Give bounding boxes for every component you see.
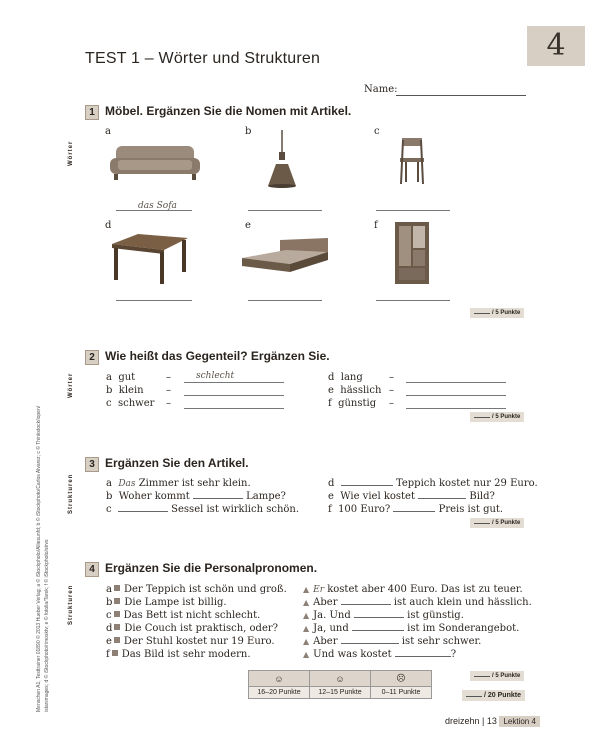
dash: – — [166, 385, 171, 396]
points-box-3: / 5 Punkte — [470, 518, 524, 528]
section1-heading: 1 Möbel. Ergänzen Sie die Nomen mit Artikel. — [85, 104, 351, 120]
item-letter: e — [245, 220, 251, 231]
section2-number: 2 — [85, 350, 99, 365]
neutral-icon: ☺ — [310, 671, 371, 687]
item-letter: d — [105, 220, 112, 231]
answer-line-2d[interactable] — [406, 382, 506, 383]
side-label-woerter: Wörter — [68, 140, 74, 166]
list-item: a Der Teppich ist schön und groß. — [106, 584, 287, 595]
list-item: f 100 Euro? Preis ist gut. — [328, 504, 504, 515]
smile-icon: ☺ — [249, 671, 310, 687]
total-points: / 20 Punkte — [462, 690, 525, 701]
list-item: ▲ Und was kostet ? — [303, 649, 457, 660]
list-item: ▲ Aber ist auch klein und hässlich. — [303, 597, 532, 608]
lektion-label: Lektion 4 — [499, 716, 539, 727]
page-footer: dreizehn | 13 Lektion 4 — [445, 716, 540, 726]
list-item: c schwer — [106, 398, 155, 409]
dash: – — [389, 372, 394, 383]
answer-line-f[interactable] — [376, 300, 450, 301]
item-letter: c — [374, 126, 380, 137]
answer-line-b[interactable] — [248, 210, 322, 211]
bed-icon — [240, 232, 330, 280]
list-item: c Das Bett ist nicht schlecht. — [106, 610, 261, 621]
section3-number: 3 — [85, 457, 99, 472]
list-item: ▲ Ja, und ist im Sonderangebot. — [303, 623, 520, 634]
name-label: Name: — [364, 84, 398, 95]
list-item: b Woher kommt Lampe? — [106, 491, 286, 502]
answer-line-2b[interactable] — [184, 395, 284, 396]
answer-line-a[interactable] — [116, 210, 192, 211]
list-item: e Der Stuhl kostet nur 19 Euro. — [106, 636, 275, 647]
score-table — [248, 670, 432, 699]
list-item: f Das Bild ist sehr modern. — [106, 649, 251, 660]
photo-credits-2: istanimages; d © iStockphoto/rimosktv; e © fotolia/Tarek; f © iStockphoto/strvs — [44, 539, 50, 712]
list-item: ▲ Er kostet aber 400 Euro. Das ist zu teuer. — [303, 584, 523, 595]
page-title: TEST 1 – Wörter und Strukturen — [85, 50, 321, 67]
item-letter: f — [374, 220, 378, 231]
list-item: c Sessel ist wirklich schön. — [106, 504, 300, 515]
item-letter: b — [245, 126, 252, 137]
answer-line-2e[interactable] — [406, 395, 506, 396]
dash: – — [389, 385, 394, 396]
answer-line-2c[interactable] — [184, 408, 284, 409]
list-item: f günstig — [328, 398, 377, 409]
section4-number: 4 — [85, 562, 99, 577]
chair-icon — [394, 136, 430, 186]
dash: – — [389, 398, 394, 409]
score-range: 12–15 Punkte — [310, 687, 371, 699]
section3-heading: 3 Ergänzen Sie den Artikel. — [85, 456, 249, 472]
points-box-1: / 5 Punkte — [470, 308, 524, 318]
side-label-strukturen-2: Strukturen — [68, 584, 74, 625]
section4-heading: 4 Ergänzen Sie die Personalpronomen. — [85, 561, 317, 577]
points-box-2: / 5 Punkte — [470, 412, 524, 422]
lamp-icon — [262, 130, 302, 190]
answer-line-e[interactable] — [248, 300, 322, 301]
photo-credits-1: Menschen A1, Testtrainer 01890 © 2013 Hueber Verlag; a © iStockphoto/Alliesunfd; b © iStockphoto/Carlos Alvarez; c © Thinkstock/iopen/ — [36, 405, 42, 712]
section2-heading: 2 Wie heißt das Gegenteil? Ergänzen Sie. — [85, 349, 330, 365]
list-item: d lang — [328, 372, 363, 383]
list-item: b klein — [106, 385, 144, 396]
answer-line-2f[interactable] — [406, 408, 506, 409]
list-item: a gut — [106, 372, 136, 383]
side-label-woerter-2: Wörter — [68, 372, 74, 398]
table-icon — [108, 226, 192, 286]
frown-icon: ☹ — [371, 671, 432, 687]
list-item: e Wie viel kostet Bild? — [328, 491, 495, 502]
list-item: ▲ Ja. Und ist günstig. — [303, 610, 464, 621]
side-label-strukturen: Strukturen — [68, 473, 74, 514]
list-item: a Das Zimmer ist sehr klein. — [106, 478, 251, 489]
chapter-badge: 4 — [527, 26, 585, 66]
answer-gut: schlecht — [196, 371, 235, 381]
score-range: 0–11 Punkte — [371, 687, 432, 699]
answer-line-d[interactable] — [116, 300, 192, 301]
score-range: 16–20 Punkte — [249, 687, 310, 699]
answer-line-c[interactable] — [376, 210, 450, 211]
points-box-4: / 5 Punkte — [470, 671, 524, 681]
answer-a: das Sofa — [138, 201, 177, 211]
name-field[interactable] — [396, 95, 526, 96]
list-item: e hässlich — [328, 385, 382, 396]
answer-line-2a[interactable] — [184, 382, 284, 383]
list-item: b Die Lampe ist billig. — [106, 597, 227, 608]
list-item: d Teppich kostet nur 29 Euro. — [328, 478, 538, 489]
dash: – — [166, 398, 171, 409]
wardrobe-icon — [393, 220, 433, 286]
dash: – — [166, 372, 171, 383]
list-item: d Die Couch ist praktisch, oder? — [106, 623, 279, 634]
list-item: ▲ Aber ist sehr schwer. — [303, 636, 482, 647]
sofa-icon — [108, 140, 202, 186]
item-letter: a — [105, 126, 111, 137]
section1-number: 1 — [85, 105, 99, 120]
